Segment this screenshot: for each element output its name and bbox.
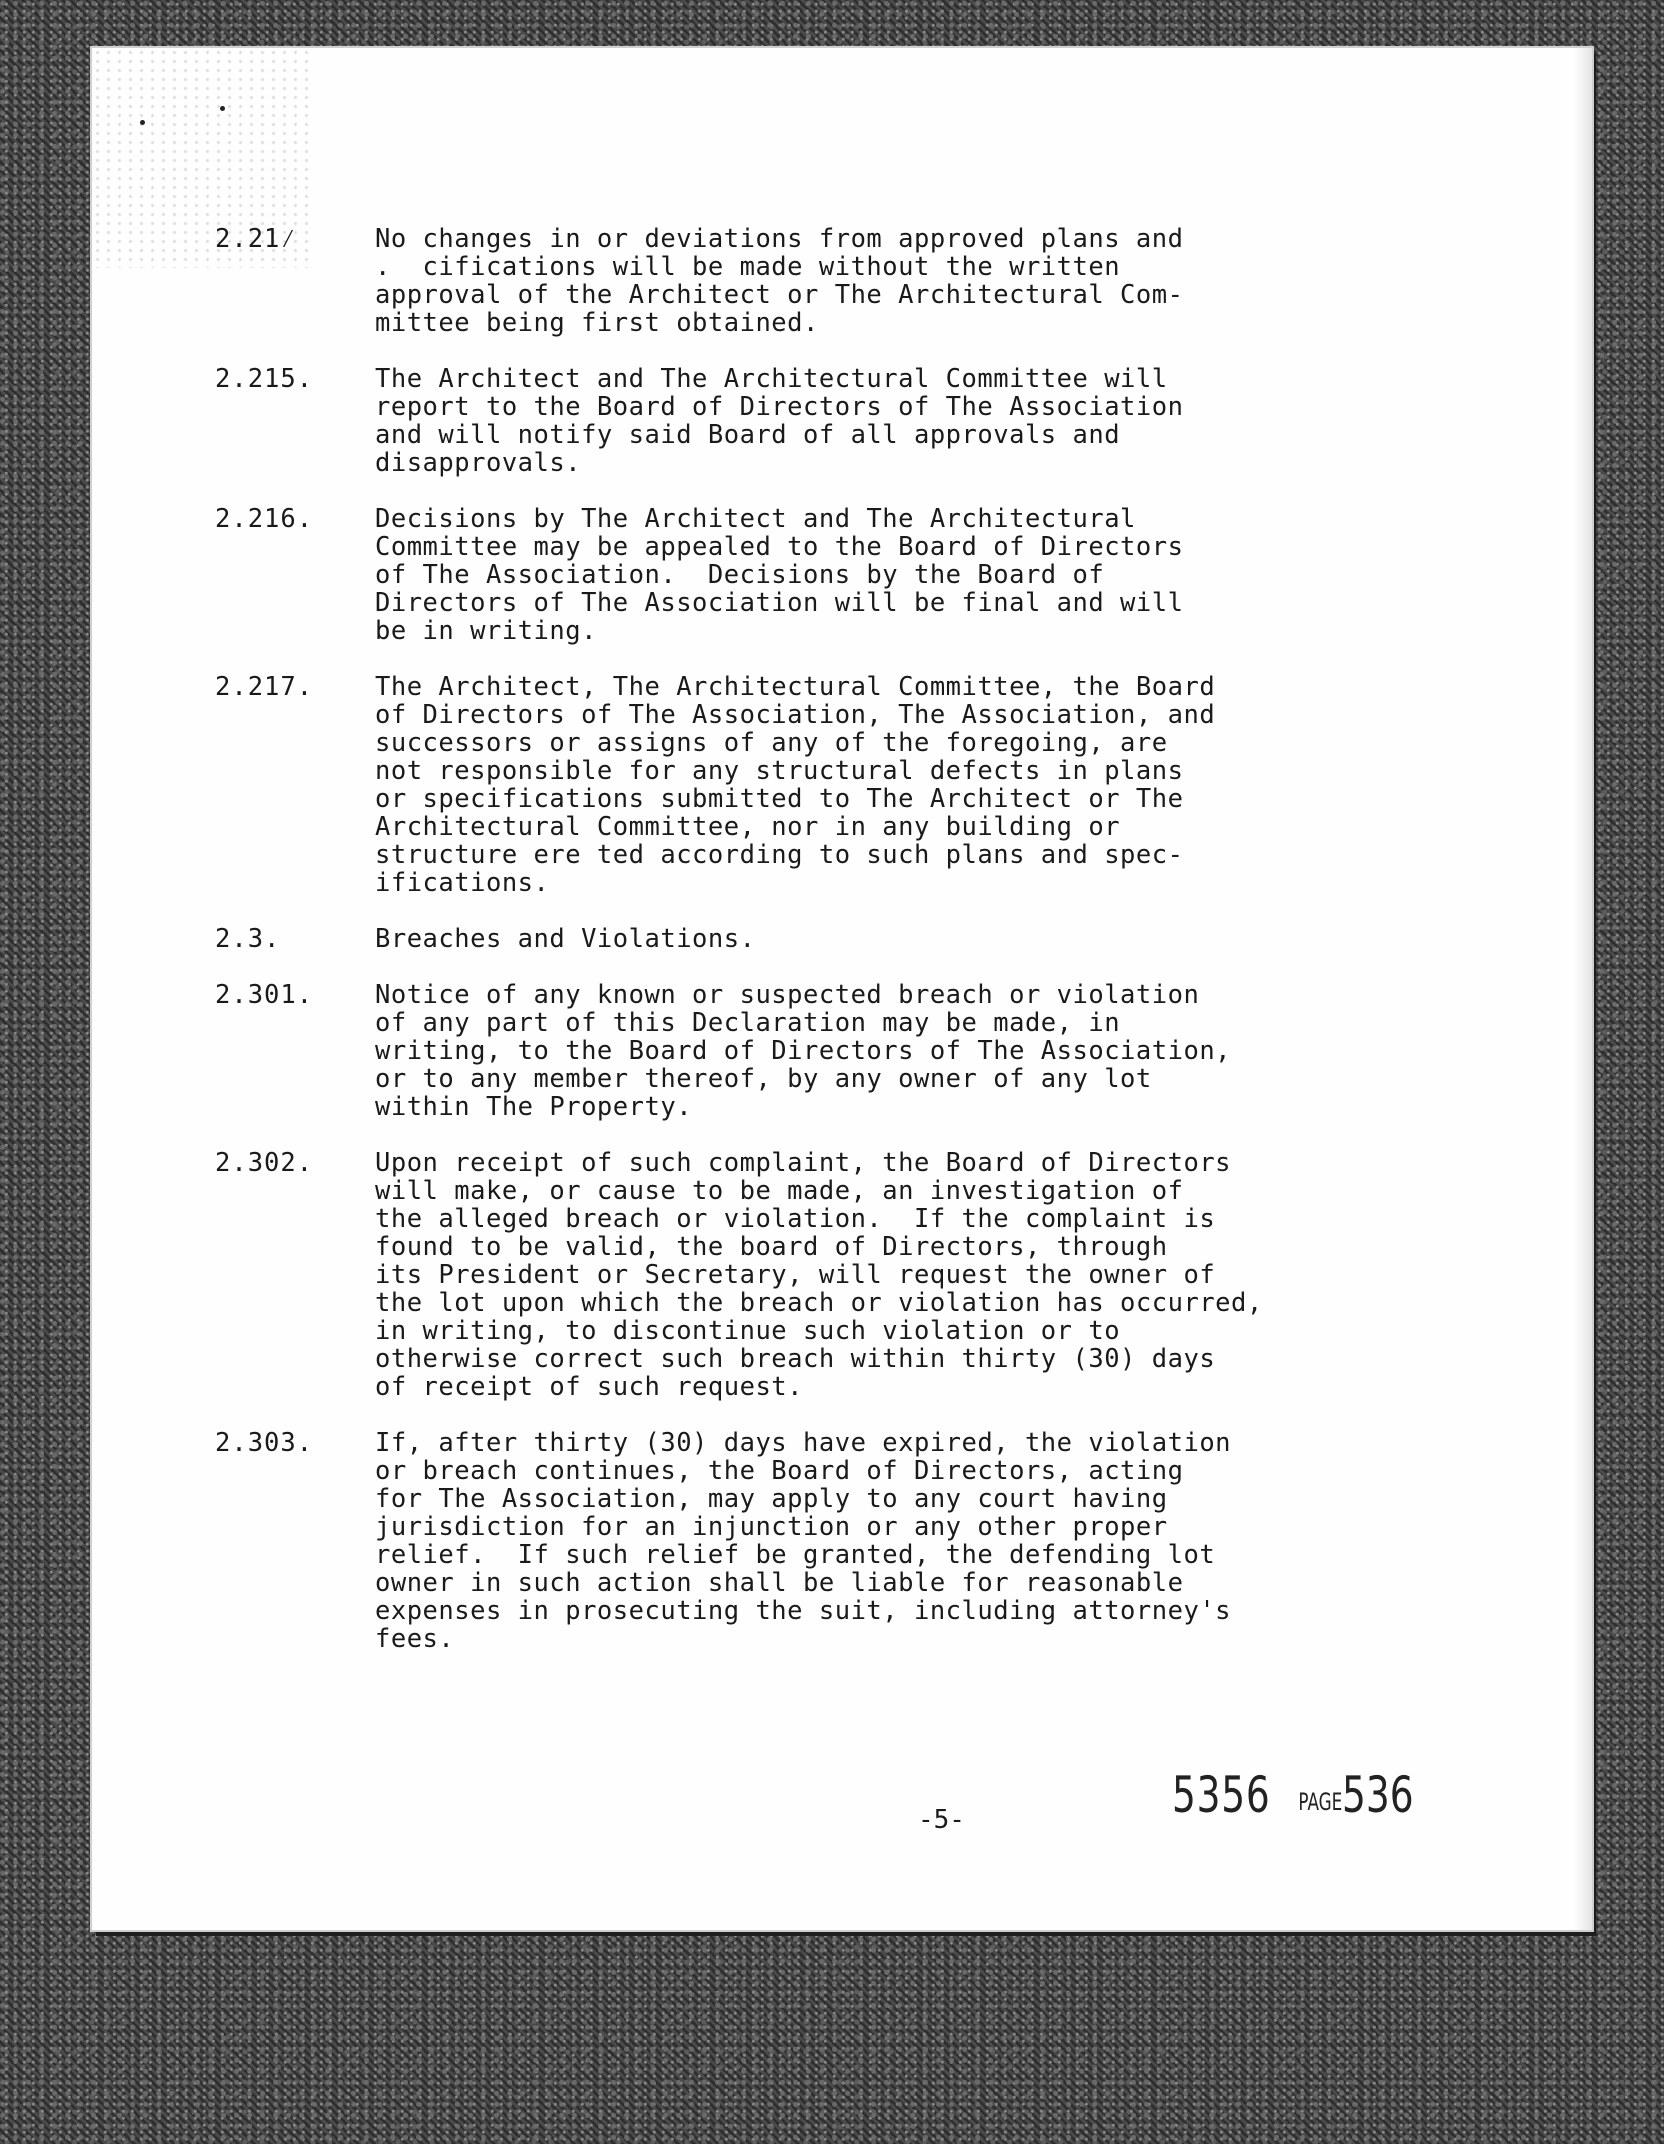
section-text: If, after thirty (30) days have expired, the violation or breach continues, the Board of Directors, acting for The Association, may apply to any court having jurisdiction for an injunction or any other proper relief. If such relief be granted, the defending lot owner in such action shall be liable for reasonable expenses in prosecuting the suit, including attorney's fees.	[375, 1428, 1232, 1654]
scan-dot	[140, 120, 145, 125]
section-2-217	[215, 673, 1445, 897]
section-number: 2.302.	[215, 1148, 314, 1178]
section-text: Notice of any known or suspected breach or violation of any part of this Declaration may be made, in writing, to the Board of Directors of The Association, or to any member thereof, by any owner of any lot within The Property.	[375, 980, 1232, 1122]
stamp-book-number: 5356	[1172, 1766, 1271, 1824]
section-2-214	[215, 225, 1445, 337]
section-text: No changes in or deviations from approved plans and . cifications will be made without the written approval of the Architect or The Architectural Com- mittee being first obtained.	[375, 224, 1184, 338]
section-text: Decisions by The Architect and The Architectural Committee may be appealed to the Board of Directors of The Association. Decisions by the Board of Directors of The Association will be final and will be in writing.	[375, 504, 1184, 646]
section-2-215	[215, 365, 1445, 477]
section-number: 2.215.	[215, 364, 314, 394]
section-number: 2.301.	[215, 980, 314, 1010]
section-text: The Architect, The Architectural Committee, the Board of Directors of The Association, The Association, and successors or assigns of any of the foregoing, are not responsible for any structural defects in plans or specifications submitted to The Architect or The Architectural Committee, nor in any building or structure ere ted according to such plans and spec- ifications.	[375, 672, 1216, 898]
section-heading: Breaches and Violations.	[375, 924, 756, 954]
stamp-page-number: 536	[1341, 1766, 1414, 1824]
section-text: The Architect and The Architectural Committee will report to the Board of Directors of The Association and will notify said Board of all approvals and disapprovals.	[375, 364, 1184, 478]
section-2-301	[215, 981, 1445, 1121]
section-number: 2.3.	[215, 924, 281, 954]
page-number: -5-	[918, 1805, 965, 1835]
section-number: 2.303.	[215, 1428, 314, 1458]
book-page-stamp	[1172, 1766, 1437, 1824]
section-2-303	[215, 1429, 1445, 1653]
document-body	[215, 225, 1445, 1681]
section-number: 2.21⁄	[215, 224, 297, 254]
section-2-3-heading	[215, 925, 1445, 953]
section-2-216	[215, 505, 1445, 645]
section-number: 2.217.	[215, 672, 314, 702]
section-number: 2.216.	[215, 504, 314, 534]
scan-dot	[220, 106, 225, 111]
paper-edge	[1574, 48, 1592, 1930]
section-2-302	[215, 1149, 1445, 1401]
stamp-page-label: PAGE	[1298, 1788, 1343, 1816]
section-text: Upon receipt of such complaint, the Board of Directors will make, or cause to be made, an investigation of the alleged breach or violation. If the complaint is found to be valid, the board of Directors, through its President or Secretary, will request the owner of the lot upon which the breach or violation has occurred, in writing, to discontinue such violation or to otherwise correct such breach within thirty (30) days of receipt of such request.	[375, 1148, 1263, 1402]
